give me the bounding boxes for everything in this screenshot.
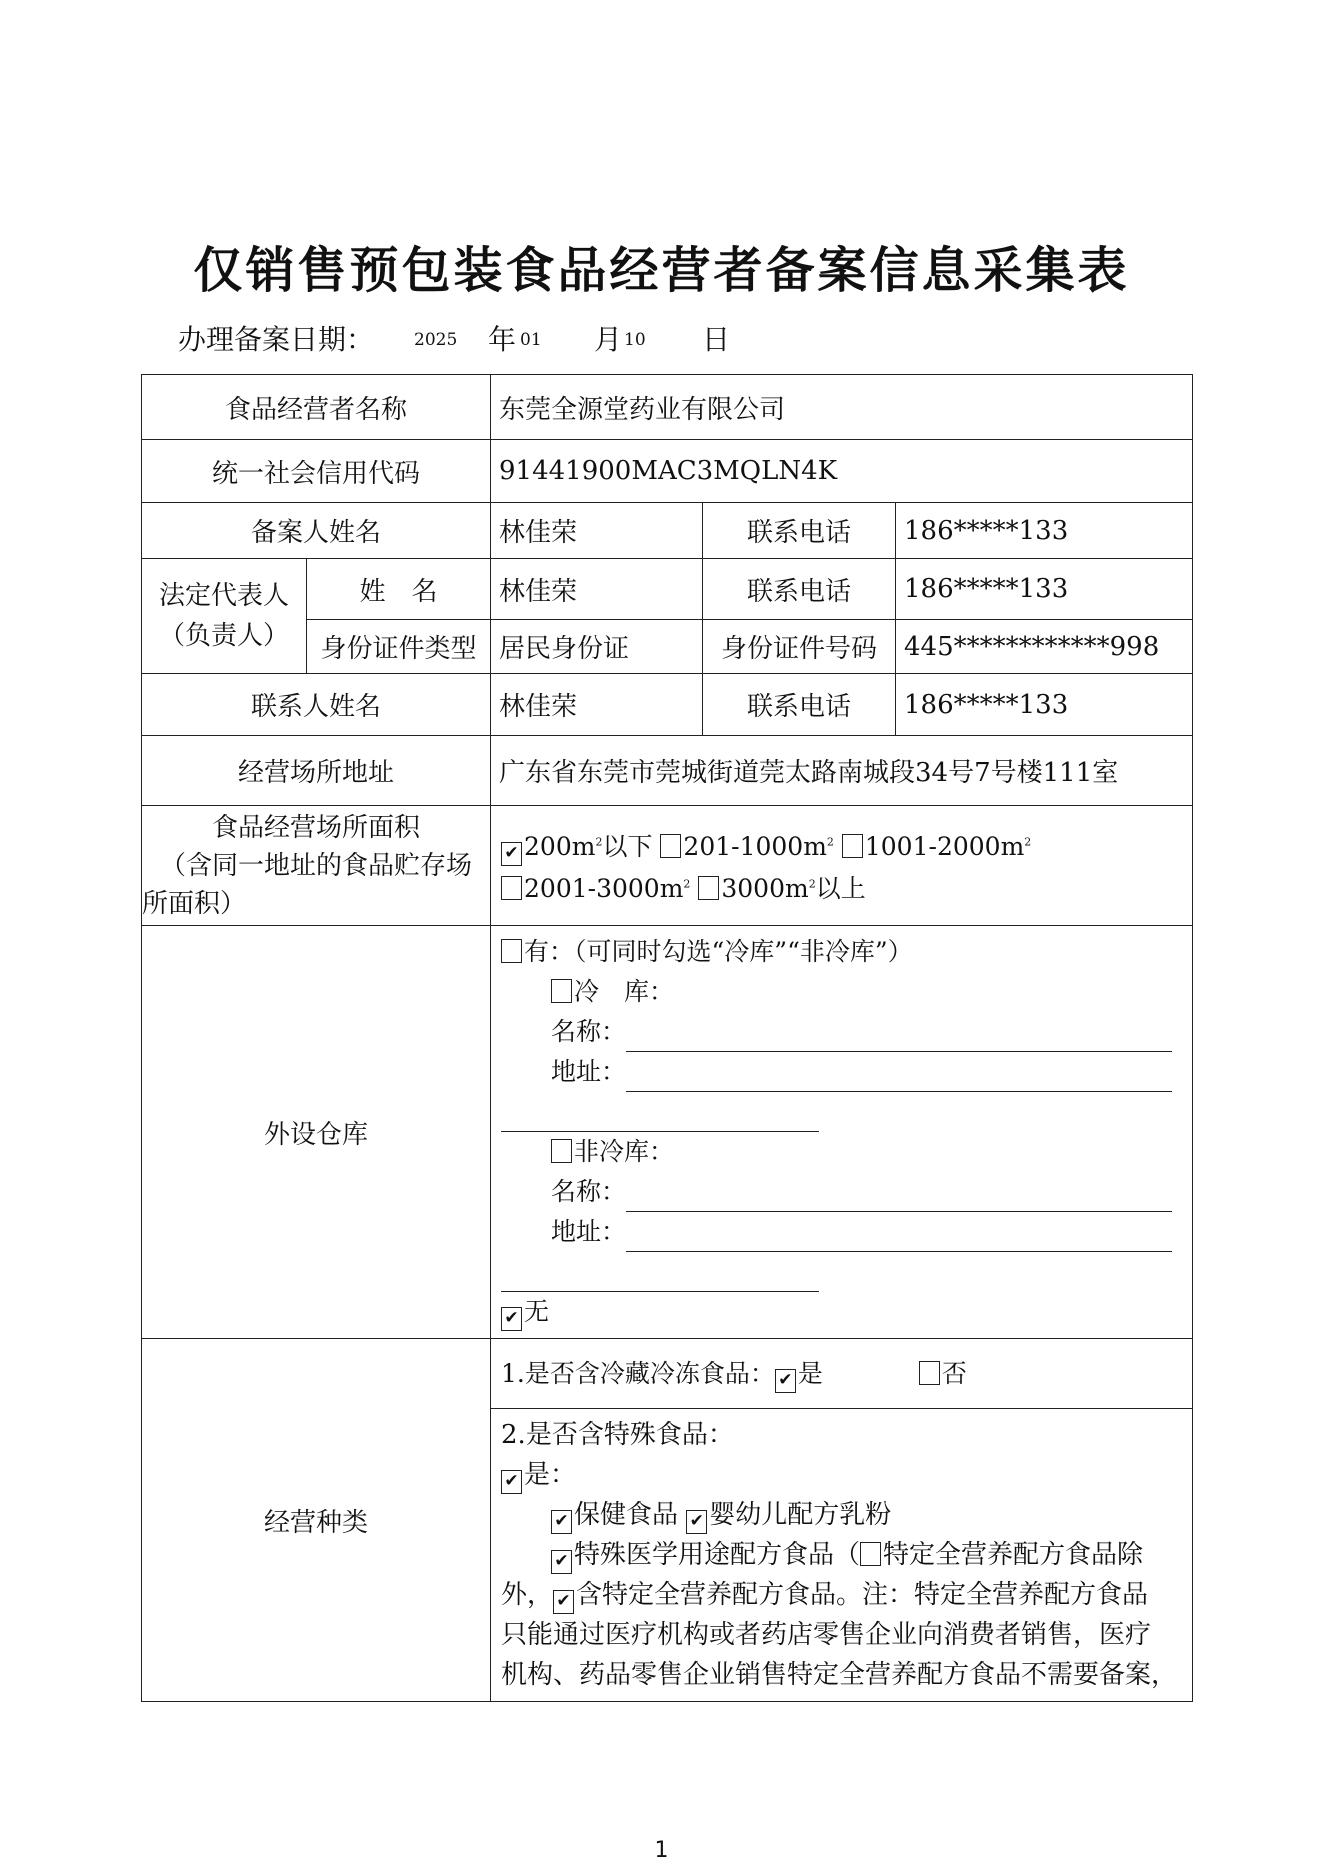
date-year-unit: 年 <box>488 323 517 356</box>
operator-name-label: 食品经营者名称 <box>142 375 491 440</box>
cold-name-row <box>501 1012 1182 1052</box>
area-option-3-checkbox[interactable] <box>842 834 863 858</box>
warehouse-none-checkbox[interactable]: ✔ <box>501 1307 522 1331</box>
area-label-line3: 所面积） <box>142 888 247 919</box>
area-options <box>491 806 1193 926</box>
fsmp-exclude-text: 特定全营养配方食品除 <box>883 1540 1144 1570</box>
q2-yes-checkbox[interactable]: ✔ <box>501 1470 522 1494</box>
date-month-unit: 月 <box>594 323 623 356</box>
warehouse-none-text: 无 <box>524 1297 550 1326</box>
area-label-line2: （含同一地址的食品贮存场 <box>160 850 473 881</box>
date-month[interactable]: 01 <box>520 330 542 350</box>
cold-storage-text: 冷 库： <box>574 977 675 1006</box>
legal-rep-name-value[interactable]: 林佳荣 <box>491 559 703 620</box>
cold-name-label: 名称： <box>551 1017 627 1046</box>
noncold-storage-option[interactable] <box>501 1132 1182 1172</box>
id-no-value[interactable]: 445************998 <box>896 620 1193 674</box>
area-option-1-checkbox[interactable]: ✔ <box>501 842 522 866</box>
area-label-line1: 食品经营场所面积 <box>212 812 421 843</box>
q2-yes[interactable] <box>501 1455 1182 1495</box>
row-filer <box>142 503 1193 559</box>
legal-rep-phone-value[interactable]: 186*****133 <box>896 559 1193 620</box>
row-category-q1 <box>142 1339 1193 1409</box>
area-option-3-num: 1001-2000m <box>864 831 1025 861</box>
fsmp-exclude-checkbox[interactable] <box>860 1542 881 1566</box>
area-option-1-sup: 2 <box>595 835 603 849</box>
date-label: 办理备案日期： <box>178 323 375 356</box>
fsmp-text: 特殊医学用途配方食品（ <box>574 1540 861 1570</box>
area-option-1[interactable] <box>501 832 660 861</box>
filer-label: 备案人姓名 <box>142 503 491 559</box>
area-option-4[interactable] <box>501 874 698 903</box>
q1-no-text: 否 <box>941 1359 967 1388</box>
cold-addr-continuation <box>501 1092 1182 1132</box>
contact-label: 联系人姓名 <box>142 674 491 736</box>
q2-types-row <box>501 1495 1182 1535</box>
area-option-1-num: 200m <box>524 831 596 861</box>
area-option-5[interactable] <box>698 874 865 903</box>
cold-name-field[interactable] <box>626 1025 1172 1052</box>
page-number: 1 <box>654 1838 669 1863</box>
area-option-3-sup: 2 <box>1024 835 1032 849</box>
area-option-2[interactable] <box>660 832 841 861</box>
infant-formula-checkbox[interactable]: ✔ <box>686 1510 707 1534</box>
warehouse-options <box>491 926 1193 1339</box>
noncold-addr-field[interactable] <box>626 1225 1172 1252</box>
warehouse-none[interactable] <box>501 1292 1182 1332</box>
para1-text: 外， <box>501 1580 554 1610</box>
fsmp-checkbox[interactable]: ✔ <box>551 1550 572 1574</box>
warehouse-has-text: 有：（可同时勾选“冷库”“非冷库”） <box>524 937 913 966</box>
info-form-table <box>141 374 1193 1702</box>
row-warehouse <box>142 926 1193 1339</box>
date-day-unit: 日 <box>702 323 731 356</box>
area-option-5-checkbox[interactable] <box>698 876 719 900</box>
area-option-1-suffix: 以下 <box>602 831 653 861</box>
health-food-checkbox[interactable]: ✔ <box>551 1510 572 1534</box>
fsmp-include-checkbox[interactable]: ✔ <box>553 1590 574 1614</box>
cold-addr-row <box>501 1052 1182 1092</box>
id-type-label: 身份证件类型 <box>307 620 491 674</box>
legal-rep-phone-label: 联系电话 <box>703 559 896 620</box>
id-no-label: 身份证件号码 <box>703 620 896 674</box>
contact-phone-label: 联系电话 <box>703 674 896 736</box>
area-option-5-sup: 2 <box>808 877 816 891</box>
row-credit-code <box>142 440 1193 503</box>
category-label: 经营种类 <box>142 1339 491 1702</box>
filer-phone-value[interactable]: 186*****133 <box>896 503 1193 559</box>
row-legal-rep-name <box>142 559 1193 620</box>
credit-code-value[interactable]: 91441900MAC3MQLN4K <box>491 440 1193 503</box>
row-area <box>142 806 1193 926</box>
area-option-2-sup: 2 <box>826 835 834 849</box>
contact-value[interactable]: 林佳荣 <box>491 674 703 736</box>
row-address <box>142 736 1193 806</box>
cold-addr-field[interactable] <box>626 1065 1172 1092</box>
q2-cell <box>491 1409 1193 1702</box>
address-label: 经营场所地址 <box>142 736 491 806</box>
date-day[interactable]: 10 <box>624 330 646 350</box>
cold-storage-checkbox[interactable] <box>551 979 572 1003</box>
q2-yes-text: 是： <box>524 1460 577 1490</box>
fsmp-row-2 <box>501 1575 1182 1615</box>
infant-formula-text: 婴幼儿配方乳粉 <box>709 1500 892 1530</box>
noncold-addr-continuation <box>501 1252 1182 1292</box>
area-option-4-checkbox[interactable] <box>501 876 522 900</box>
area-label <box>142 806 491 926</box>
cold-storage-option[interactable] <box>501 972 1182 1012</box>
area-option-4-num: 2001-3000m <box>524 873 684 903</box>
area-option-5-suffix: 以上 <box>815 873 866 903</box>
cold-addr-label: 地址： <box>551 1057 627 1086</box>
area-option-2-checkbox[interactable] <box>660 834 681 858</box>
id-type-value[interactable]: 居民身份证 <box>491 620 703 674</box>
q1-yes-text: 是 <box>797 1359 823 1388</box>
noncold-addr-label: 地址： <box>551 1217 627 1246</box>
q2-text: 2.是否含特殊食品： <box>501 1420 734 1450</box>
legal-rep-label-line1: 法定代表人 <box>158 581 289 611</box>
contact-phone-value[interactable]: 186*****133 <box>896 674 1193 736</box>
noncold-storage-text: 非冷库： <box>574 1137 675 1166</box>
operator-name-value[interactable]: 东莞全源堂药业有限公司 <box>491 375 1193 440</box>
noncold-name-field[interactable] <box>626 1185 1172 1212</box>
noncold-storage-checkbox[interactable] <box>551 1139 572 1163</box>
fsmp-include-text: 含特定全营养配方食品。注：特定全营养配方食品 <box>576 1580 1149 1610</box>
legal-rep-label-line2: （负责人） <box>158 621 289 651</box>
date-year[interactable]: 2025 <box>414 330 458 350</box>
row-contact <box>142 674 1193 736</box>
filer-phone-label: 联系电话 <box>703 503 896 559</box>
area-option-3[interactable] <box>842 832 1031 861</box>
address-value[interactable]: 广东省东莞市莞城街道莞太路南城段34号7号楼111室 <box>491 736 1193 806</box>
legal-rep-label <box>142 559 307 674</box>
page-title: 仅销售预包装食品经营者备案信息采集表 <box>193 242 1130 299</box>
warehouse-has-checkbox[interactable] <box>501 939 522 963</box>
noncold-name-row <box>501 1172 1182 1212</box>
note-line-3: 机构、药品零售企业销售特定全营养配方食品不需要备案， <box>501 1660 1178 1690</box>
credit-code-label: 统一社会信用代码 <box>142 440 491 503</box>
cold-addr-field-line2[interactable] <box>501 1105 819 1132</box>
area-option-2-num: 201-1000m <box>683 831 827 861</box>
filer-value[interactable]: 林佳荣 <box>491 503 703 559</box>
noncold-addr-field-line2[interactable] <box>501 1265 819 1292</box>
noncold-name-label: 名称： <box>551 1177 627 1206</box>
warehouse-label: 外设仓库 <box>142 926 491 1339</box>
fsmp-row <box>501 1535 1182 1575</box>
q1-cell <box>491 1339 1193 1409</box>
warehouse-has[interactable] <box>501 932 1182 972</box>
q1-text: 1.是否含冷藏冷冻食品： <box>501 1359 775 1388</box>
noncold-addr-row <box>501 1212 1182 1252</box>
row-operator-name <box>142 375 1193 440</box>
q1-yes-checkbox[interactable]: ✔ <box>775 1369 796 1393</box>
health-food-text: 保健食品 <box>574 1500 679 1530</box>
area-option-4-sup: 2 <box>683 877 691 891</box>
legal-rep-name-label: 姓 名 <box>307 559 491 620</box>
area-option-5-num: 3000m <box>721 873 809 903</box>
q1-no-checkbox[interactable] <box>919 1361 940 1385</box>
note-line-2: 只能通过医疗机构或者药店零售企业向消费者销售，医疗 <box>501 1620 1152 1650</box>
